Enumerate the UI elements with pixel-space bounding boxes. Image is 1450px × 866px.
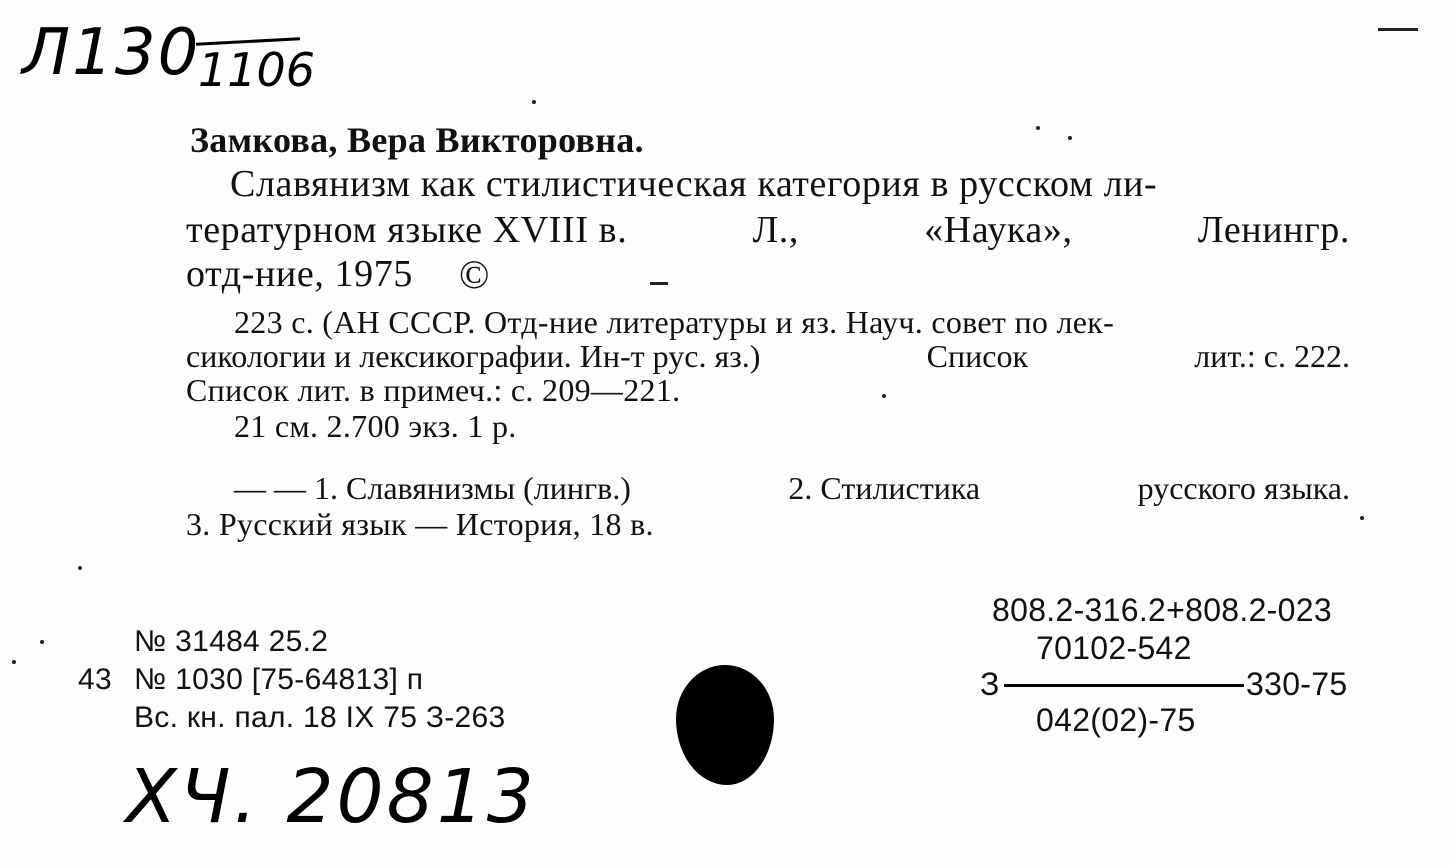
subjects-line-2: 3. Русский язык — История, 18 в. — [186, 506, 654, 542]
title-line-2-part-a: тературном языке XVIII в. — [186, 209, 628, 251]
collation-line-2-part-a: сикологии и лексикографии. Ин-т рус. яз.) — [186, 338, 761, 374]
handwritten-inventory-number: ХЧ. 20813 — [126, 754, 537, 840]
scan-speck — [882, 394, 886, 398]
title-line-2-part-c: «Наука», — [924, 209, 1073, 251]
handwritten-shelf-mark: Л130 — [22, 16, 201, 90]
title-line-2-part-d: Ленингр. — [1197, 209, 1350, 251]
price-code-prefix: З — [980, 666, 1000, 702]
registry-line-1: № 31484 25.2 — [134, 625, 329, 658]
scan-mark-title — [650, 282, 668, 285]
price-code-suffix: 330-75 — [1246, 666, 1348, 702]
scan-speck — [78, 566, 82, 570]
title-line-3 — [186, 254, 490, 295]
subjects-line-1 — [234, 468, 1350, 508]
udc-index: 808.2-316.2+808.2-023 — [992, 592, 1332, 628]
scan-mark-top-right — [1378, 28, 1418, 31]
ink-blot — [676, 665, 774, 785]
collation-line-2-part-c: лит.: с. 222. — [1194, 338, 1350, 374]
price-code-numerator: 70102-542 — [1036, 630, 1192, 666]
subject-1: — — 1. Славянизмы (лингв.) — [234, 470, 631, 506]
title-line-2-part-b: Л., — [752, 209, 800, 251]
author-name: Замкова, Вера Викторовна. — [190, 120, 644, 160]
collation-line-1: 223 с. (АН СССР. Отд-ние литературы и яз. Науч. совет по лек- — [234, 304, 1115, 340]
subject-2-cont: русского языка. — [1137, 470, 1350, 506]
subject-2: 2. Стилистика — [788, 470, 981, 506]
scan-speck — [12, 660, 16, 664]
registry-line-3: Вс. кн. пал. 18 IX 75 З-263 — [134, 701, 506, 734]
scan-speck — [40, 640, 44, 644]
handwritten-shelf-submark: 1106 — [198, 43, 316, 97]
scan-speck — [1068, 136, 1072, 140]
title-line-2 — [186, 210, 1350, 250]
scan-speck — [1360, 516, 1364, 520]
scan-speck — [532, 100, 536, 104]
size-line: 21 см. 2.700 экз. 1 р. — [234, 408, 517, 444]
collation-line-2-part-b: Список — [926, 338, 1029, 374]
registry-line-2-prefix: 43 — [78, 663, 112, 696]
title-line-1: Славянизм как стилистическая категория в русском ли- — [230, 163, 1158, 205]
copyright-icon: © — [459, 252, 491, 297]
collation-line-3: Список лит. в примеч.: с. 209—221. — [186, 372, 681, 408]
imprint-text: отд-ние, 1975 — [186, 253, 413, 295]
price-code-denominator: 042(02)-75 — [1036, 702, 1196, 738]
registry-line-2: № 1030 [75-64813] п — [134, 663, 424, 696]
scan-speck — [1036, 126, 1040, 130]
price-code-fraction-bar — [1004, 684, 1244, 687]
